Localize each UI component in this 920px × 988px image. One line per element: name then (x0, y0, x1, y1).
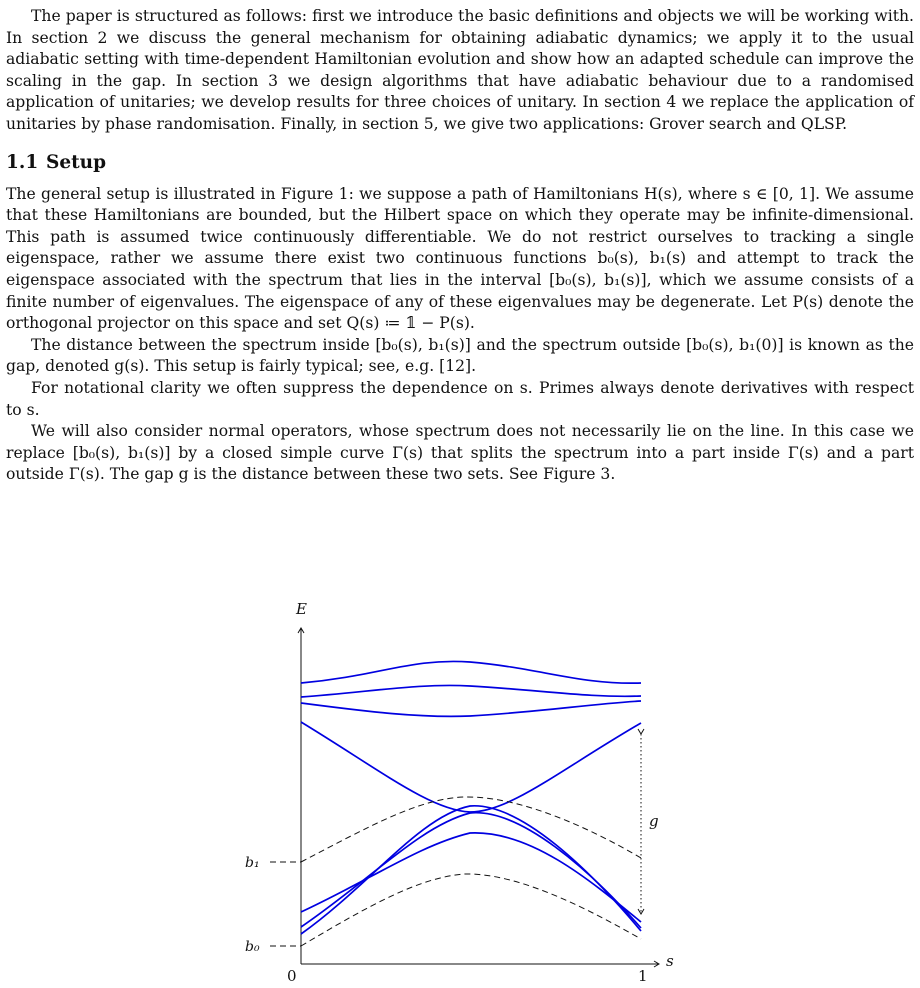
setup-paragraph-1: The general setup is illustrated in Figure 1: we suppose a path of Hamiltonians H(s), where s ∈ [0, 1]. We assume that these Hamiltonians are bounded, but the Hilbert space on which they operate may be infinite-dimensional. This path is assumed twice continuously differentiable. We do not restrict ourselves to tracking a single eigenspace, rather we assume there exist two continuous functions b₀(s), b₁(s) and attempt to track the eigenspace associated with the spectrum that lies in the interval [b₀(s), b₁(s)], which we assume consists of a finite number of eigenvalues. The eigenspace of any of these eigenvalues may be degenerate. Let P(s) denote the orthogonal projector on this space and set Q(s) ≔ 𝟙 − P(s). (6, 184, 914, 333)
eigenvalue-curve (301, 722, 641, 812)
x-tick-label-1: 1 (638, 967, 648, 985)
b0-boundary (301, 874, 641, 946)
energy-axis-label: E (296, 600, 307, 618)
paper-page (6, 0, 914, 486)
section-heading (6, 151, 914, 175)
intro-paragraph: The paper is structured as follows: first we introduce the basic definitions and objects we will be working with. In section 2 we discuss the general mechanism for obtaining adiabatic dynamics; we apply it to the usual adiabatic setting with time-dependent Hamiltonian evolution and show how an adapted schedule can improve the scaling in the gap. In section 3 we design algorithms that have adiabatic behaviour due to a randomised application of unitaries; we develop results for three choices of unitary. In section 4 we replace the application of unitaries by phase randomisation. Finally, in section 5, we give two applications: Grover search and QLSP. (6, 7, 914, 133)
b1-boundary (301, 797, 641, 862)
s-axis-label: s (666, 952, 674, 970)
b0-label: b₀ (245, 939, 260, 955)
setup-paragraph-4: We will also consider normal operators, whose spectrum does not necessarily lie on the line. In this case we replace [b₀(s), b₁(s)] by a closed simple curve Γ(s) that splits the spectrum into a part inside Γ(s) and a part outside Γ(s). The gap g is the distance between these two sets. See Figure 3. (6, 422, 914, 484)
tracked-spectrum (301, 806, 641, 934)
eigenvalue-curve (301, 813, 641, 928)
eigenvalue-curve (301, 701, 641, 716)
setup-paragraph-3: For notational clarity we often suppress the dependence on s. Primes always denote derivatives with respect to s. (6, 378, 914, 419)
section-title: Setup (46, 151, 107, 173)
section-number: 1.1 (6, 151, 39, 173)
setup-paragraph-2: The distance between the spectrum inside [b₀(s), b₁(s)] and the spectrum outside [b₀(s), b₁(0)] is known as the gap, denoted g(s). This setup is fairly typical; see, e.g. [12]. (6, 335, 914, 376)
eigenvalue-curve (301, 806, 641, 934)
eigenvalue-curve (301, 833, 641, 922)
eigenvalue-curve (301, 685, 641, 697)
interval-boundaries (270, 797, 641, 946)
gap-label: g (649, 812, 659, 830)
upper-spectrum (301, 661, 641, 812)
x-tick-label-0: 0 (287, 967, 297, 985)
eigenvalue-curve (301, 661, 641, 683)
b1-label: b₁ (245, 855, 260, 871)
